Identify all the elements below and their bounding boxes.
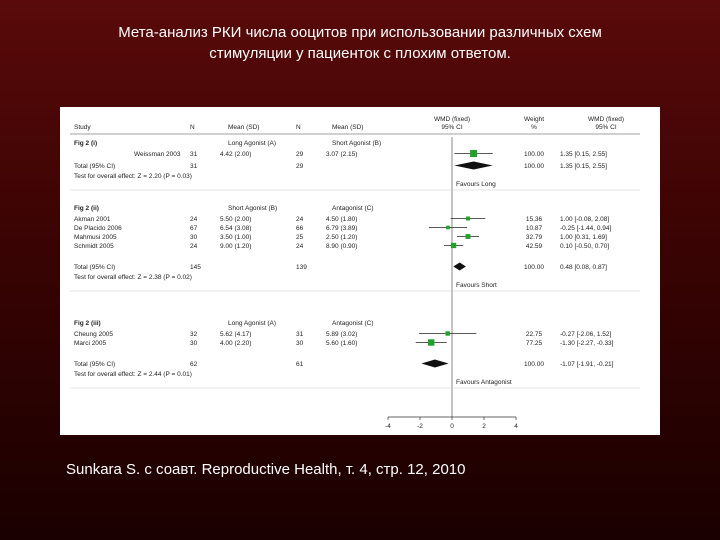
group-2-study-2-weight: 10.87	[525, 225, 543, 232]
title-line-2: стимуляции у пациенток с плохим ответом.	[209, 45, 511, 62]
group-2-study-2-mean2: 6.79 (3.89)	[326, 225, 358, 232]
group-2-label: Fig 2 (ii)	[74, 205, 99, 212]
group-2-study-3-mean2: 2.50 (1.20)	[326, 234, 358, 241]
group-3-study-2-ci: -1.30 [-2.27, -0.33]	[560, 340, 614, 347]
group-3-study-2-weight: 77.25	[525, 340, 543, 347]
group-3-favours: Favours Antagonist	[456, 379, 512, 386]
group-1-arm2: Short Agonist (B)	[332, 140, 382, 147]
group-1-label: Fig 2 (i)	[74, 140, 98, 147]
group-1-study-1-weight: 100.00	[524, 151, 544, 158]
group-3-total-n1: 62	[190, 361, 198, 368]
group-1-total-diamond	[454, 162, 492, 170]
group-2-study-4-n2: 24	[296, 243, 304, 250]
group-2-study-4-weight: 42.59	[525, 243, 543, 250]
x-tick-label-5: 4	[514, 423, 518, 430]
group-2-study-2-estimate-square	[446, 226, 450, 230]
group-3-total-n2: 61	[296, 361, 304, 368]
group-2-study-2-n2: 66	[296, 225, 304, 232]
group-3-total-ci: -1.07 [-1.91, -0.21]	[560, 361, 614, 368]
citation: Sunkara S. с соавт. Reproductive Health, т. 4, стр. 12, 2010	[66, 461, 466, 478]
group-2-total-label: Total (95% CI)	[74, 264, 116, 271]
group-2-study-1-estimate-square	[466, 217, 470, 221]
group-1-favours: Favours Long	[456, 181, 496, 188]
group-1-study-1-estimate-square	[470, 150, 477, 157]
group-2-study-3-name: Mahmusi 2005	[74, 234, 117, 241]
group-3-study-2-n2: 30	[296, 340, 304, 347]
group-3-study-2-mean1: 4.00 (2.20)	[220, 340, 252, 347]
group-2-study-3-n1: 30	[190, 234, 198, 241]
group-3-study-2-name: Marci 2005	[74, 340, 107, 347]
group-2-total-n2: 139	[296, 264, 307, 271]
group-2-study-1-mean2: 4.50 (1.80)	[326, 216, 358, 223]
group-2-arm2: Antagonist (C)	[332, 205, 374, 212]
x-tick-label-1: -4	[385, 423, 391, 430]
group-1-total-ci: 1.35 [0.15, 2.55]	[560, 163, 607, 170]
hdr-wmd: WMD (fixed)	[433, 116, 471, 123]
group-1-total-weight: 100.00	[524, 163, 544, 170]
group-1-total-label: Total (95% CI)	[74, 163, 116, 170]
group-2-study-1-n2: 24	[296, 216, 304, 223]
group-3-arm1: Long Agonist (A)	[228, 320, 277, 327]
group-1-study-1-ci: 1.35 [0.15, 2.55]	[560, 151, 607, 158]
group-3-study-1-estimate-square	[445, 331, 449, 335]
group-1-study-1-name: Weissman 2003	[134, 151, 181, 158]
group-2-arm1: Short Agonist (B)	[228, 205, 278, 212]
group-3-label: Fig 2 (iii)	[74, 320, 101, 327]
group-2-study-2-n1: 67	[190, 225, 198, 232]
hdr-wmd2: WMD (fixed)	[587, 116, 625, 123]
group-3-study-1-name: Cheung 2005	[74, 331, 114, 338]
group-1-arm1: Long Agonist (A)	[228, 140, 277, 147]
group-2-study-4-mean1: 9.00 (1.20)	[220, 243, 252, 250]
group-2-study-3-ci: 1.00 [0.31, 1.69]	[560, 234, 607, 241]
forest-plot	[60, 107, 660, 435]
x-tick-label-3: 0	[450, 423, 454, 430]
group-2-study-3-mean1: 3.50 (1.00)	[220, 234, 252, 241]
group-3-total-label: Total (95% CI)	[74, 361, 116, 368]
group-2-study-1-mean1: 5.50 (2.00)	[220, 216, 252, 223]
title-line-1: Мета-анализ РКИ числа ооцитов при использовании различных схем	[118, 24, 602, 41]
group-2-study-3-estimate-square	[466, 234, 471, 239]
group-3-study-1-ci: -0.27 [-2.06, 1.52]	[560, 331, 612, 338]
group-1-total-n1: 31	[190, 163, 198, 170]
group-2-study-4-mean2: 8.90 (0.90)	[326, 243, 358, 250]
group-3-study-1-mean1: 5.62 (4.17)	[220, 331, 252, 338]
group-2-study-4-n1: 24	[190, 243, 198, 250]
group-1-study-1-n1: 31	[190, 151, 198, 158]
group-3-total-weight: 100.00	[524, 361, 544, 368]
group-3-study-1-weight: 22.75	[525, 331, 543, 338]
slide-title	[40, 22, 680, 64]
group-2-study-4-name: Schmidt 2005	[74, 243, 114, 250]
x-tick-label-2: -2	[417, 423, 423, 430]
group-1-study-1-n2: 29	[296, 151, 304, 158]
group-2-study-2-name: De Placido 2006	[74, 225, 122, 232]
group-3-arm2: Antagonist (C)	[332, 320, 374, 327]
group-2-study-1-ci: 1.00 [-0.08, 2.08]	[560, 216, 610, 223]
forest-plot-panel	[60, 107, 660, 435]
group-2-total-diamond	[453, 263, 466, 271]
hdr-study: Study	[74, 124, 91, 131]
group-2-study-1-weight: 15.36	[525, 216, 543, 223]
group-2-study-3-n2: 25	[296, 234, 304, 241]
group-2-study-2-mean1: 6.54 (3.08)	[220, 225, 252, 232]
x-tick-label-4: 2	[482, 423, 486, 430]
hdr-mean2: Mean (SD)	[332, 124, 364, 131]
group-2-study-4-ci: 0.10 [-0.50, 0.70]	[560, 243, 610, 250]
group-3-study-1-n1: 32	[190, 331, 198, 338]
group-2-study-1-n1: 24	[190, 216, 198, 223]
group-3-study-1-mean2: 5.89 (3.02)	[326, 331, 358, 338]
group-3-study-2-n1: 30	[190, 340, 198, 347]
group-3-study-2-estimate-square	[428, 339, 434, 345]
group-3-study-2-mean2: 5.60 (1.60)	[326, 340, 358, 347]
hdr-wmd-ci: 95% CI	[441, 124, 463, 131]
group-2-study-1-name: Akman 2001	[74, 216, 111, 223]
group-3-overall-test: Test for overall effect: Z = 2.44 (P = 0.01)	[74, 371, 192, 378]
group-1-overall-test: Test for overall effect: Z = 2.20 (P = 0.03)	[74, 173, 192, 180]
group-2-study-3-weight: 32.79	[525, 234, 543, 241]
group-2-total-weight: 100.00	[524, 264, 544, 271]
group-2-overall-test: Test for overall effect: Z = 2.38 (P = 0.02)	[74, 274, 192, 281]
group-3-total-diamond	[421, 360, 448, 368]
hdr-n2: N	[296, 124, 301, 131]
group-2-total-ci: 0.48 [0.08, 0.87]	[560, 264, 607, 271]
group-2-study-4-estimate-square	[451, 243, 456, 248]
group-1-study-1-mean2: 3.07 (2.15)	[326, 151, 358, 158]
group-2-favours: Favours Short	[456, 282, 497, 289]
hdr-weight: Weight	[523, 116, 545, 123]
group-3-study-1-n2: 31	[296, 331, 304, 338]
hdr-wmd2-ci: 95% CI	[595, 124, 617, 131]
group-1-study-1-mean1: 4.42 (2.00)	[220, 151, 252, 158]
group-2-study-2-ci: -0.25 [-1.44, 0.94]	[560, 225, 612, 232]
hdr-mean1: Mean (SD)	[228, 124, 260, 131]
hdr-n1: N	[190, 124, 195, 131]
hdr-weight-unit: %	[531, 124, 537, 131]
group-2-total-n1: 145	[190, 264, 201, 271]
group-1-total-n2: 29	[296, 163, 304, 170]
